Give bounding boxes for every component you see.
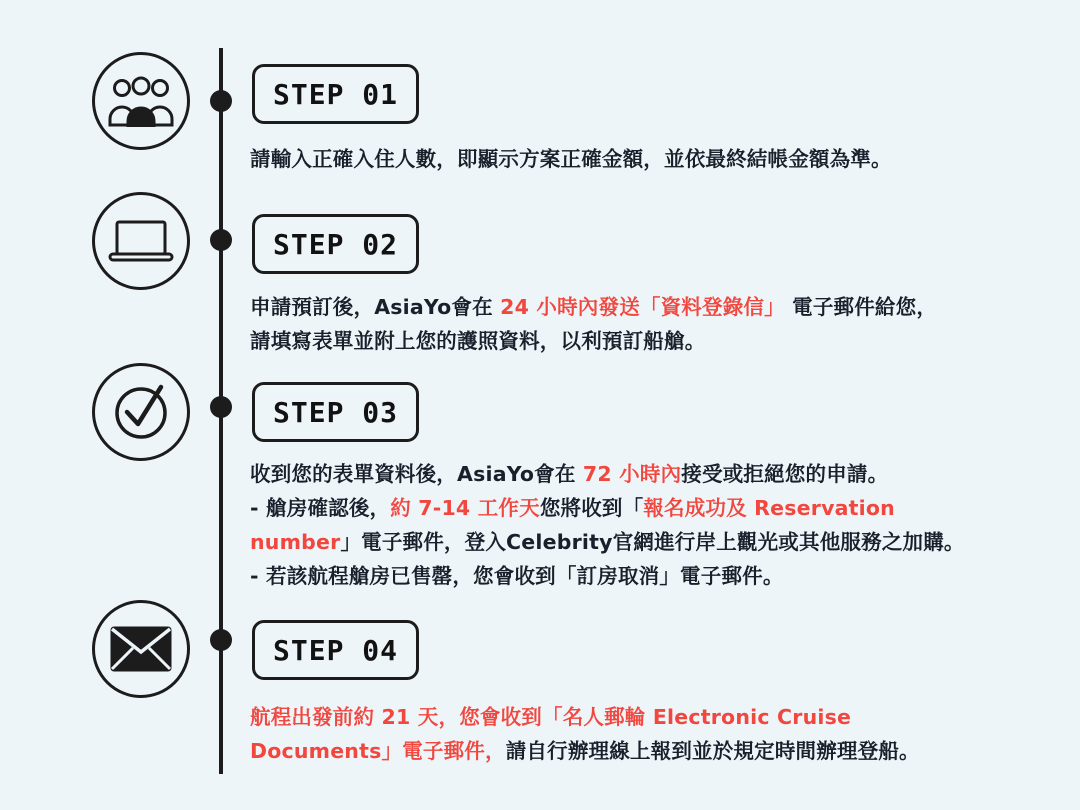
step-body-line xyxy=(250,457,1050,491)
step-body-line xyxy=(250,734,1050,768)
step-body-line xyxy=(250,700,1050,734)
highlight-text: 航程出發前約 21 天，您會收到「名人郵輪 Electronic Cruise xyxy=(250,705,852,729)
step-label-1: STEP 01 xyxy=(252,64,419,124)
body-text: 收到您的表單資料後，AsiaYo會在 xyxy=(250,462,583,486)
body-text: 您將收到「 xyxy=(539,496,644,520)
timeline-dot-1 xyxy=(210,90,232,112)
step-body-line xyxy=(250,324,1050,358)
step-body-3 xyxy=(250,457,1050,593)
body-text: 請輸入正確入住人數，即顯示方案正確金額，並依最終結帳金額為準。 xyxy=(250,147,892,171)
laptop-icon xyxy=(92,192,190,290)
step-body-line xyxy=(250,290,1050,324)
highlight-text: Documents」電子郵件， xyxy=(250,739,506,763)
body-text: - 艙房確認後， xyxy=(250,496,391,520)
body-text: 申請預訂後，AsiaYo會在 xyxy=(250,295,501,319)
step-label-3: STEP 03 xyxy=(252,382,419,442)
check-circle-icon xyxy=(92,363,190,461)
highlight-text: 約 7-14 工作天 xyxy=(390,496,540,520)
step-body-line xyxy=(250,559,1050,593)
highlight-text: 72 小時內 xyxy=(582,462,682,486)
body-text: 電子郵件給您， xyxy=(784,295,938,319)
timeline-dot-2 xyxy=(210,229,232,251)
body-text: 請自行辦理線上報到並於規定時間辦理登船。 xyxy=(505,739,920,763)
step-body-line xyxy=(250,525,1050,559)
body-text: 」電子郵件，登入Celebrity官網進行岸上觀光或其他服務之加購。 xyxy=(340,530,965,554)
step-label-2: STEP 02 xyxy=(252,214,419,274)
step-body-line xyxy=(250,491,1050,525)
timeline-dot-3 xyxy=(210,396,232,418)
timeline-dot-4 xyxy=(210,629,232,651)
step-body-1 xyxy=(250,142,1050,176)
body-text: 接受或拒絕您的申請。 xyxy=(681,462,889,486)
step-body-line xyxy=(250,142,1050,176)
step-label-4: STEP 04 xyxy=(252,620,419,680)
envelope-icon xyxy=(92,600,190,698)
step-body-4 xyxy=(250,700,1050,768)
highlight-text: 報名成功及 Reservation xyxy=(643,496,895,520)
highlight-text: 24 小時內發送「資料登錄信」 xyxy=(500,295,785,319)
body-text: - 若該航程艙房已售罄，您會收到「訂房取消」電子郵件。 xyxy=(250,564,784,588)
people-group-icon xyxy=(92,52,190,150)
highlight-text: number xyxy=(250,530,341,554)
step-body-2 xyxy=(250,290,1050,358)
body-text: 請填寫表單並附上您的護照資料，以利預訂船艙。 xyxy=(250,329,706,353)
